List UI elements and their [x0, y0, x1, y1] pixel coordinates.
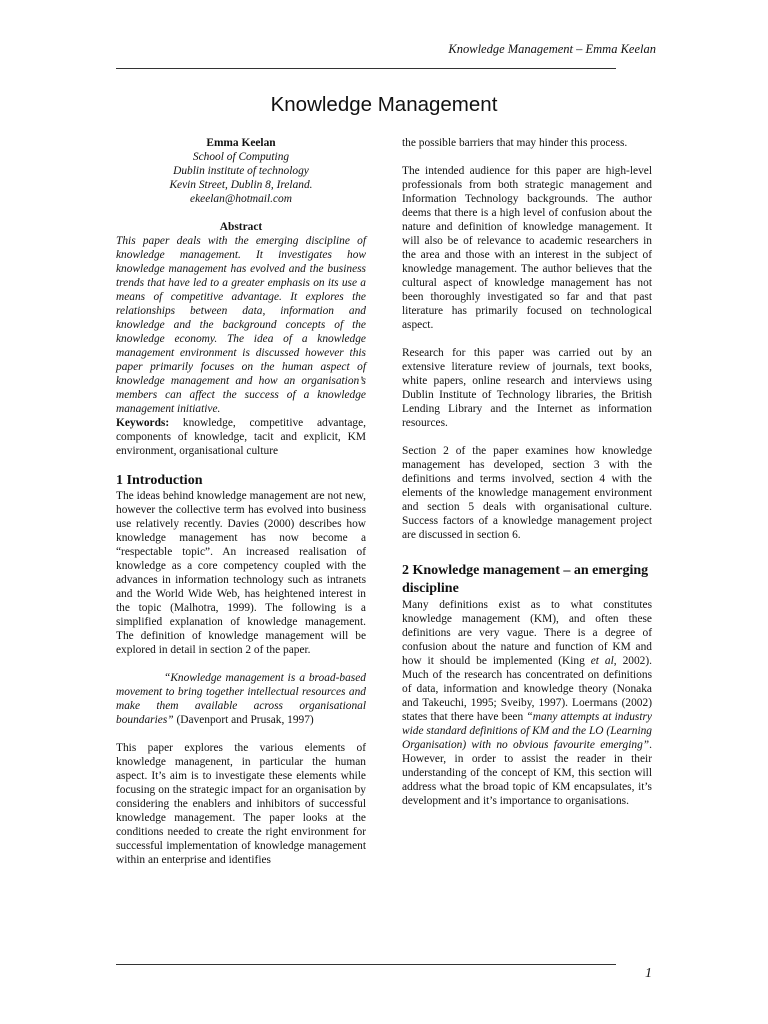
right-column	[402, 136, 652, 808]
inline-quote: “many attempts at industry wide standard definitions of KM and the LO (Learning Organisation) with no obvious favourite emerging”	[402, 711, 652, 751]
author-email: ekeelan@hotmail.com	[190, 193, 292, 205]
affiliation-line: Kevin Street, Dublin 8, Ireland.	[169, 179, 313, 191]
abstract-heading: Abstract	[219, 221, 263, 233]
keywords-text: knowledge, competitive advantage, components of knowledge, tacit and explicit, KM environment, organisational culture	[116, 417, 366, 457]
intro-paragraph: This paper explores the various elements of knowledge managenent, in particular the human aspect. It’s aim is to investigate these elements while focusing on the strategic impact for an organisation by considering the enablers and inhibitors of successful knowledge management. The paper looks at the conditions needed to create the right environment for successful implementation of knowledge management within an enterprise and identifies	[116, 742, 366, 866]
section-heading-introduction: 1 Introduction	[116, 473, 203, 488]
affiliation-line: School of Computing	[192, 151, 290, 163]
page-number: 1	[645, 966, 652, 981]
author-name: Emma Keelan	[206, 137, 276, 149]
header-rule	[116, 68, 616, 69]
section2-paragraph: Many definitions exist as to what constitutes knowledge management (KM), and often these definitions are very vague. There is a degree of confusion about the nature and function of KM and how it should be implemented (King et al, 2002). Much of the research has concentrated on definitions of data, information and knowledge theory (Nonaka and Takeuchi, 1995; Sveiby, 1997). Loermans (2002) states that there have been “many attempts at industry wide standard definitions of KM and the LO (Learning Organisation) with no obvious favourite emerging”. However, in order to assist the reader in their understanding of the concept of KM, this section will address what the broad topic of KM encapsulates, it’s development and it’s importance to organisations.	[402, 599, 652, 807]
body-paragraph: Research for this paper was carried out by an extensive literature review of journals, text books, white papers, online research and interviews using Dublin Institute of Technology libraries, the British Lending Library and the Internet as information resources.	[402, 347, 652, 429]
keywords	[116, 416, 366, 458]
footer-rule	[116, 964, 616, 965]
section-heading-km-discipline: 2 Knowledge management – an emerging discipline	[402, 563, 649, 596]
body-paragraph: The intended audience for this paper are high-level professionals from both strategic management and Information Technology backgrounds. The author deems that there is a high level of confusion about the nature and definition of knowledge management. It will also be of relevance to academic researchers in the area and those with an interest in the subject of knowledge management. The author believes that the cultural aspect of knowledge management has not been thoroughly investigated so far and that past literature has primarily focused on technological aspect.	[402, 165, 652, 331]
quote-text: “Knowledge management is a broad-based movement to bring together intellectual resources and make them available across organisational boundaries”	[116, 672, 366, 726]
keywords-label: Keywords:	[116, 417, 170, 429]
quote-citation: (Davenport and Prusak, 1997)	[173, 714, 314, 726]
abstract-text: This paper deals with the emerging discipline of knowledge management. It investigates how knowledge management has evolved and the business trends that have led to a greater emphasis on its use a means of competitive advantage. It explores the relationships between data, information and knowledge and the background concepts of the knowledge economy. The idea of a knowledge management environment is discussed however this paper primarily focuses on the human aspect of knowledge management and how an organisation’s members can affect the success of a knowledge management initiative.	[116, 235, 366, 415]
body-paragraph: the possible barriers that may hinder this process.	[402, 137, 628, 149]
block-quote	[116, 671, 366, 727]
affiliation-line: Dublin institute of technology	[173, 165, 309, 177]
body-paragraph: Section 2 of the paper examines how knowledge management has developed, section 3 with the definitions and terms involved, section 4 with the elements of the knowledge management environment and section 5 deals with organisational culture. Success factors of a knowledge management project are discussed in section 6.	[402, 445, 652, 541]
paper-title: Knowledge Management	[270, 93, 498, 116]
left-column	[116, 136, 366, 867]
intro-paragraph: The ideas behind knowledge management are not new, however the collective term has evolved into business use relatively recently. Davies (2000) describes how knowledge management has now become a “respectable topic”. An increased realisation of knowledge as a core competency coupled with the advances in information technology such as intranets and the World Wide Web, has heightened interest in the topic (Malhotra, 1999). The following is a simplified explanation of knowledge management. The definition of knowledge management will be explored in detail in section 2 of the paper.	[116, 490, 366, 656]
running-header: Knowledge Management – Emma Keelan	[448, 42, 656, 56]
